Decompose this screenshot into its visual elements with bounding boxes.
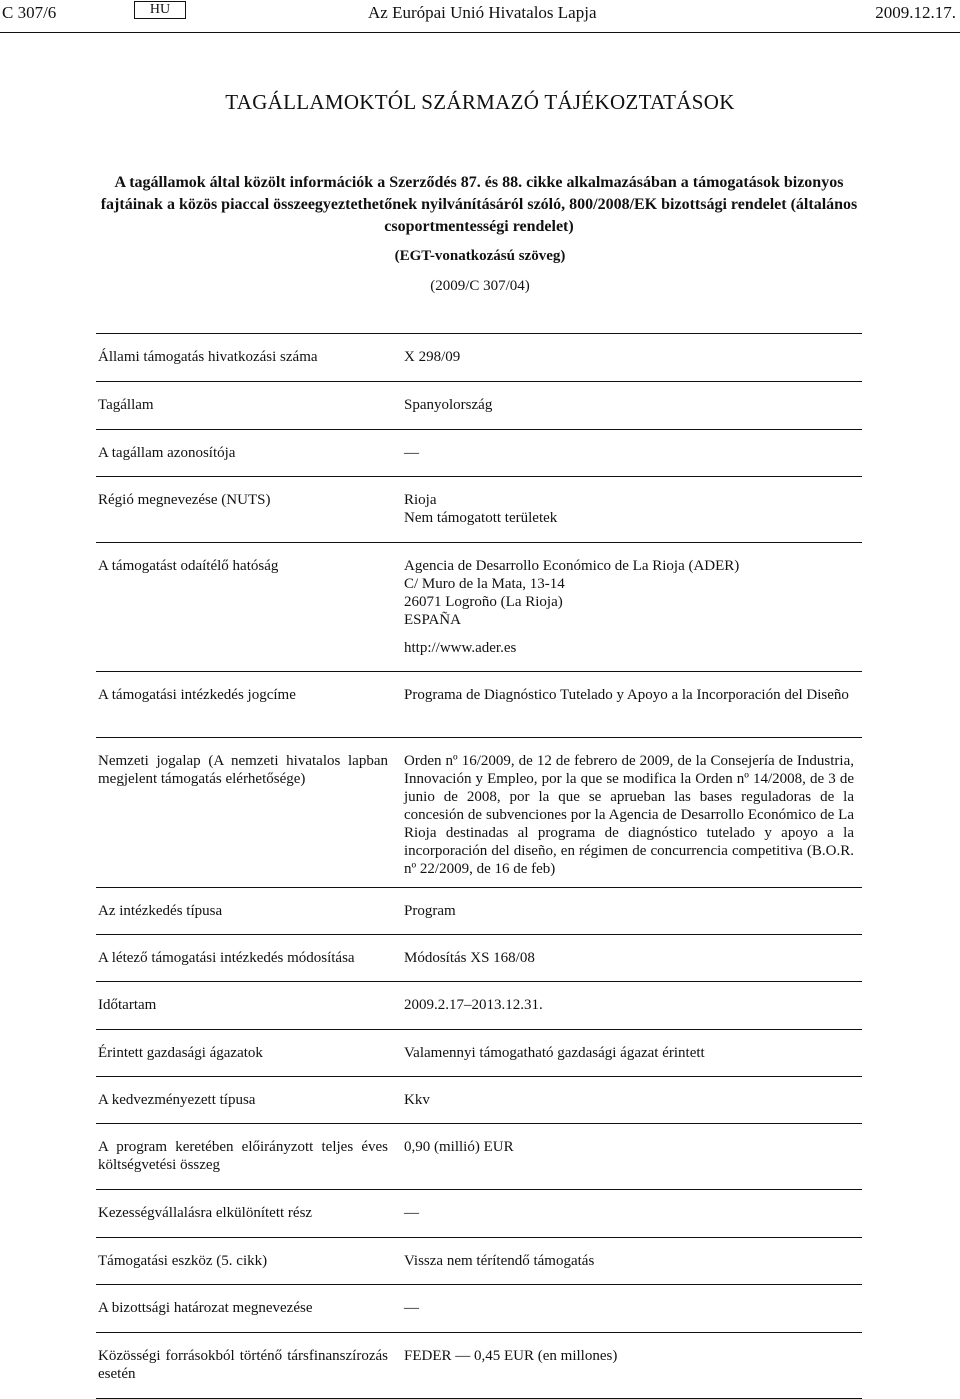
table-row <box>96 1284 862 1332</box>
table-row <box>96 333 862 381</box>
row-value <box>404 1252 854 1270</box>
row-label: A támogatást odaítélő hatóság <box>98 558 279 574</box>
spacer <box>404 629 854 639</box>
row-value <box>404 1091 854 1109</box>
row-value <box>404 348 854 366</box>
row-label: Az intézkedés típusa <box>98 903 223 919</box>
language-code-box: HU <box>134 1 186 19</box>
row-value <box>404 1299 854 1317</box>
row-value <box>404 949 854 967</box>
table-row <box>96 1029 862 1076</box>
value-line: FEDER — 0,45 EUR (en millones) <box>404 1348 618 1364</box>
table-row <box>96 671 862 737</box>
row-value <box>404 491 854 527</box>
row-label: A program keretében előirányzott teljes éves költségvetési összeg <box>98 1139 388 1173</box>
table-row <box>96 1332 862 1399</box>
row-value <box>404 686 854 704</box>
page-header <box>0 0 960 34</box>
row-label: Kezességvállalásra elkülönített rész <box>98 1205 313 1221</box>
row-label: Állami támogatás hivatkozási száma <box>98 349 318 365</box>
table-row <box>96 381 862 429</box>
value-line: Orden nº 16/2009, de 12 de febrero de 2009, de la Consejería de Industria, Innovación y Empleo, por la que se modifica la Orden nº 14/2008, de 3 de junio de 2008, por la que se aprueban las bases reguladoras de la concesión de subvenciones por la Agencia de Desarrollo Económico de La Rioja destinadas al programa de diagnóstico tutelado y apoyo a la incorporación del diseño, en régimen de concurrencia competitiva (B.O.R. nº 22/2009, de 16 de feb) <box>404 753 854 877</box>
table-row <box>96 1189 862 1237</box>
journal-name: Az Európai Unió Hivatalos Lapja <box>368 3 597 22</box>
table-row <box>96 1076 862 1123</box>
row-value <box>404 1204 854 1222</box>
table-row <box>96 429 862 476</box>
row-label: A bizottsági határozat megnevezése <box>98 1300 313 1316</box>
row-value <box>404 396 854 414</box>
value-line: — <box>404 445 419 461</box>
value-line: Vissza nem térítendő támogatás <box>404 1253 595 1269</box>
document-title: A tagállamok által közölt információk a Szerződés 87. és 88. cikke alkalmazásában a támogatások bizonyos fajtáinak a közös piaccal összeegyeztethetőnek nyilvánításáról szóló, 800/2008/EK bizottsági rendelet (általános csoportmentességi rendelet) <box>100 174 858 235</box>
row-value <box>404 1044 854 1062</box>
table-row <box>96 887 862 934</box>
row-label: Régió megnevezése (NUTS) <box>98 492 271 508</box>
row-value <box>404 752 854 878</box>
row-value <box>404 996 854 1014</box>
value-line: — <box>404 1300 419 1316</box>
value-line: — <box>404 1205 419 1221</box>
row-label: Nemzeti jogalap (A nemzeti hivatalos lapban megjelent támogatás elérhetősége) <box>98 753 388 787</box>
row-label: Közösségi forrásokból történő társfinanszírozás esetén <box>98 1348 388 1382</box>
table-row <box>96 476 862 542</box>
row-label: A támogatási intézkedés jogcíme <box>98 687 296 703</box>
value-line: Kkv <box>404 1092 430 1108</box>
table-row <box>96 737 862 887</box>
row-label: Időtartam <box>98 997 157 1013</box>
header-rule <box>0 32 960 33</box>
table-row <box>96 1237 862 1284</box>
value-line: 26071 Logroño (La Rioja) <box>404 594 563 610</box>
row-label: Támogatási eszköz (5. cikk) <box>98 1253 268 1269</box>
value-line: ESPAÑA <box>404 612 461 628</box>
row-value <box>404 1138 854 1156</box>
table-row <box>96 934 862 981</box>
document-reference: (2009/C 307/04) <box>430 278 530 294</box>
website-link[interactable]: http://www.ader.es <box>404 640 517 656</box>
table-row <box>96 981 862 1029</box>
row-label: A tagállam azonosítója <box>98 445 236 461</box>
page-reference: C 307/6 <box>2 3 57 22</box>
eea-relevance-note: (EGT-vonatkozású szöveg) <box>394 248 566 264</box>
table-row <box>96 542 862 671</box>
row-value <box>404 444 854 462</box>
information-table <box>96 333 862 1399</box>
row-label: A létező támogatási intézkedés módosítása <box>98 950 355 966</box>
publication-date: 2009.12.17. <box>875 3 956 22</box>
value-line: Program <box>404 903 456 919</box>
row-value <box>404 557 854 657</box>
section-title: TAGÁLLAMOKTÓL SZÁRMAZÓ TÁJÉKOZTATÁSOK <box>225 90 735 114</box>
row-value <box>404 1347 854 1365</box>
value-line: Nem támogatott területek <box>404 510 558 526</box>
row-label: A kedvezményezett típusa <box>98 1092 256 1108</box>
value-line: Programa de Diagnóstico Tutelado y Apoyo a la Incorporación del Diseño <box>404 687 849 703</box>
value-line: Agencia de Desarrollo Económico de La Rioja (ADER) <box>404 558 740 574</box>
value-line: Spanyolország <box>404 397 493 413</box>
value-line: C/ Muro de la Mata, 13-14 <box>404 576 565 592</box>
value-line: Rioja <box>404 492 437 508</box>
table-row <box>96 1123 862 1189</box>
row-value <box>404 902 854 920</box>
value-line: 0,90 (millió) EUR <box>404 1139 514 1155</box>
row-label: Tagállam <box>98 397 154 413</box>
value-line: Valamennyi támogatható gazdasági ágazat érintett <box>404 1045 705 1061</box>
value-line: Módosítás XS 168/08 <box>404 950 535 966</box>
value-line: 2009.2.17–2013.12.31. <box>404 997 543 1013</box>
value-line: X 298/09 <box>404 349 461 365</box>
row-label: Érintett gazdasági ágazatok <box>98 1045 263 1061</box>
